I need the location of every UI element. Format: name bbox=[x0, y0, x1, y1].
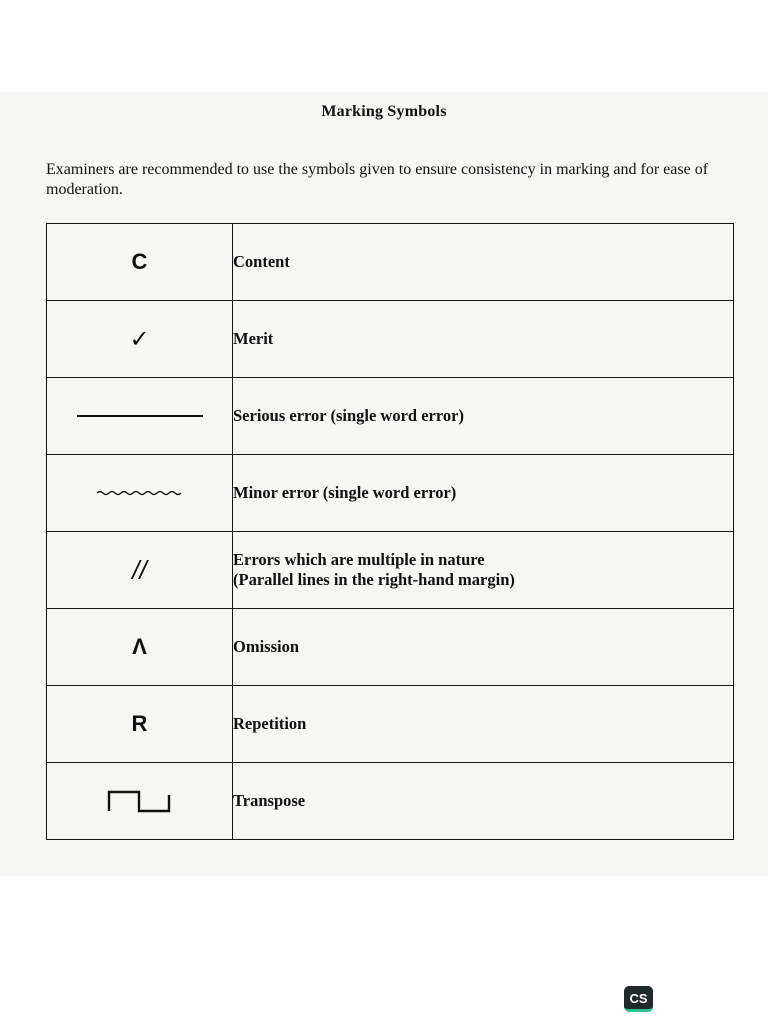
page-title: Marking Symbols bbox=[321, 103, 447, 120]
table-row bbox=[47, 532, 734, 609]
straight-underline-icon bbox=[75, 412, 205, 420]
caret-icon: Λ bbox=[132, 634, 147, 659]
parallel-lines-icon: // bbox=[132, 554, 147, 585]
table-row bbox=[47, 686, 734, 763]
table-row bbox=[47, 763, 734, 840]
description-cell: Serious error (single word error) bbox=[233, 378, 734, 455]
description-cell bbox=[233, 532, 734, 609]
marking-symbols-table bbox=[46, 223, 734, 840]
letter-r-icon: R bbox=[131, 711, 148, 736]
description-cell: Content bbox=[233, 224, 734, 301]
symbol-cell bbox=[47, 609, 233, 686]
description-line: Errors which are multiple in nature bbox=[233, 550, 485, 569]
camscanner-logo: CS bbox=[624, 986, 653, 1012]
symbol-cell bbox=[47, 301, 233, 378]
symbol-cell bbox=[47, 532, 233, 609]
transpose-icon bbox=[107, 789, 173, 813]
symbol-cell bbox=[47, 224, 233, 301]
description-cell: Transpose bbox=[233, 763, 734, 840]
scanned-page bbox=[0, 92, 768, 876]
check-mark-icon: ✓ bbox=[129, 325, 150, 353]
intro-paragraph: Examiners are recommended to use the symbols given to ensure consistency in marking and for ease of moderation. bbox=[46, 161, 709, 198]
letter-c-icon: C bbox=[131, 249, 148, 274]
symbol-cell bbox=[47, 763, 233, 840]
description-cell: Repetition bbox=[233, 686, 734, 763]
description-cell: Omission bbox=[233, 609, 734, 686]
symbol-cell bbox=[47, 378, 233, 455]
symbol-cell bbox=[47, 455, 233, 532]
wavy-underline-icon bbox=[95, 489, 185, 497]
symbol-cell bbox=[47, 686, 233, 763]
description-cell: Merit bbox=[233, 301, 734, 378]
description-line: (Parallel lines in the right-hand margin) bbox=[233, 570, 515, 589]
table-row bbox=[47, 378, 734, 455]
table-row bbox=[47, 455, 734, 532]
table-row bbox=[47, 224, 734, 301]
table-row bbox=[47, 609, 734, 686]
description-cell: Minor error (single word error) bbox=[233, 455, 734, 532]
table-row bbox=[47, 301, 734, 378]
